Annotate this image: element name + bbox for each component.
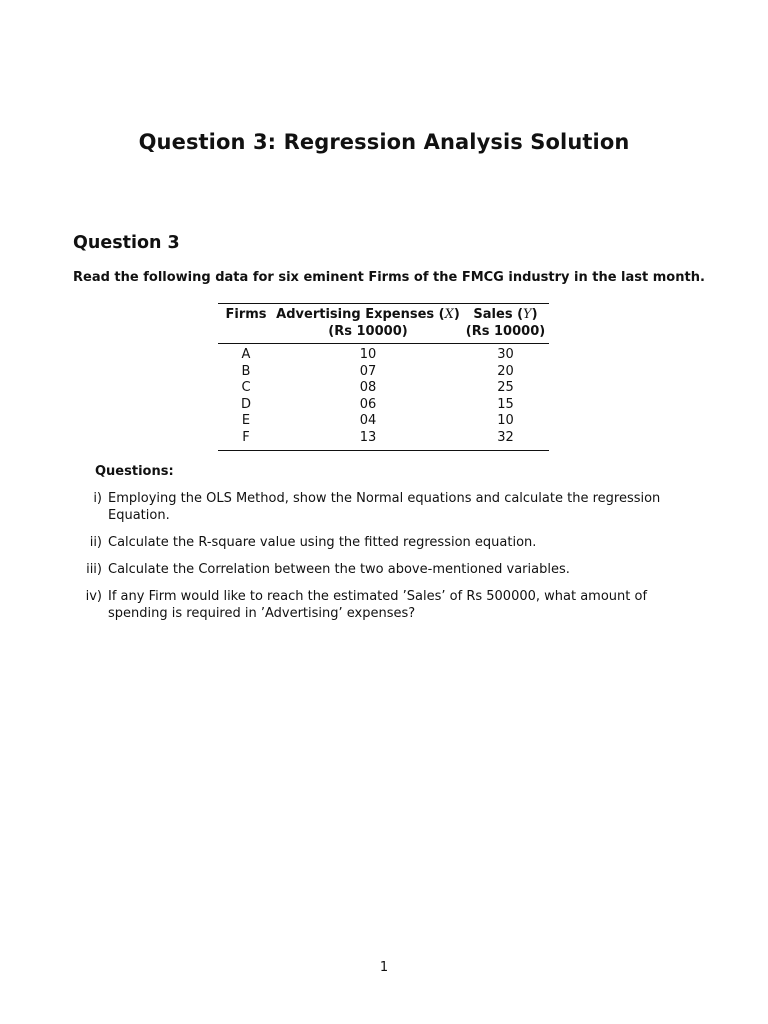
question-item [73,534,698,551]
cell-firm: C [241,380,251,395]
header-advertising-unit: (Rs 10000) [274,323,462,344]
cell-advertising: 10 [359,347,377,362]
table-row [218,397,549,414]
cell-firm: E [241,413,251,428]
question-text: Calculate the R-square value using the fitted regression equation. [108,535,537,550]
question-list [73,490,698,632]
header-sales-unit: (Rs 10000) [462,323,549,344]
table-row [218,344,549,364]
header-sales-var: Y [523,307,532,322]
cell-advertising: 07 [359,363,377,379]
intro-paragraph: Read the following data for six eminent Firms of the FMCG industry in the last month. [73,270,705,285]
question-item [73,588,698,622]
table-row [218,413,549,430]
header-sales-close: ) [531,307,538,322]
table-row [218,380,549,397]
section-heading: Question 3 [73,233,180,253]
header-firms-unit [218,323,274,344]
cell-sales: 32 [497,429,514,445]
header-advertising-close: ) [453,307,460,322]
cell-firm: A [241,347,251,362]
page-number: 1 [379,960,389,975]
header-advertising-label: Advertising Expenses ( [276,307,445,322]
cell-firm: B [241,363,251,379]
cell-firm: F [242,429,250,445]
header-sales [462,304,549,324]
cell-sales: 25 [497,380,514,395]
cell-advertising: 04 [359,413,377,428]
table-header-row [218,304,549,324]
header-advertising-var: X [444,307,454,322]
header-sales-label: Sales ( [473,307,524,322]
question-text: Employing the OLS Method, show the Normal equations and calculate the regression Equation. [108,491,661,523]
question-text: Calculate the Correlation between the two above-mentioned variables. [108,562,570,577]
page-title: Question 3: Regression Analysis Solution [138,130,630,154]
cell-firm: D [240,396,251,412]
questions-heading: Questions: [95,464,174,479]
question-text: If any Firm would like to reach the estimated ’Sales’ of Rs 500000, what amount of spending is required in ’Advertising’ expenses? [108,589,648,621]
data-table [218,303,549,451]
cell-sales: 20 [497,363,514,379]
cell-advertising: 13 [359,429,377,445]
cell-advertising: 08 [359,380,377,395]
cell-sales: 15 [497,396,514,412]
table-row [218,430,549,451]
table-row [218,364,549,381]
cell-sales: 10 [497,413,514,428]
question-item [73,561,698,578]
cell-advertising: 06 [359,396,377,412]
header-advertising [274,304,462,324]
question-number: i) [93,491,102,506]
question-item [73,490,698,524]
table-header-unit-row [218,323,549,344]
table-body [218,344,549,451]
header-firms: Firms [225,307,267,322]
question-number: iv) [85,589,102,604]
question-number: iii) [86,562,102,577]
cell-sales: 30 [497,347,514,362]
question-number: ii) [89,535,102,550]
table-header [218,304,549,344]
